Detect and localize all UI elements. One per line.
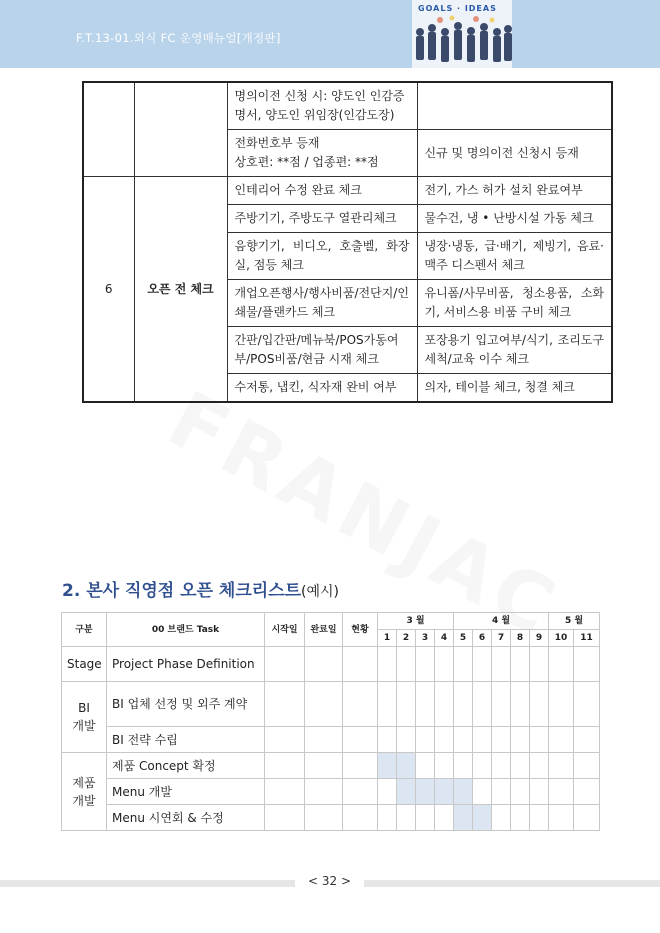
footer-rule-right bbox=[364, 880, 660, 887]
gantt-bar-cell bbox=[378, 753, 397, 779]
table-row bbox=[62, 727, 600, 753]
row-task: Project Phase Definition bbox=[107, 647, 265, 682]
row-group: 제품 개발 bbox=[62, 753, 107, 831]
gantt-bar-cell bbox=[397, 779, 416, 805]
table-cell: 인테리어 수정 완료 체크 bbox=[227, 177, 417, 205]
header-gubun: 구분 bbox=[62, 613, 107, 647]
row-task: BI 업체 선정 및 외주 계약 bbox=[107, 682, 265, 727]
table-cell: 전기, 가스 허가 설치 완료여부 bbox=[417, 177, 612, 205]
gantt-bar-cell bbox=[454, 779, 473, 805]
table-cell: 명의이전 신청 시: 양도인 인감증명서, 양도인 위임장(인감도장) bbox=[227, 82, 417, 130]
week-header: 7 bbox=[492, 630, 511, 647]
table-row bbox=[62, 779, 600, 805]
table-row bbox=[83, 130, 612, 177]
gantt-bar-cell bbox=[397, 753, 416, 779]
week-header: 8 bbox=[511, 630, 530, 647]
section-title-text: 2. 본사 직영점 오픈 체크리스트 bbox=[62, 581, 302, 601]
section-title-suffix: (예시) bbox=[301, 584, 340, 600]
week-header: 9 bbox=[530, 630, 549, 647]
month-header: 5 월 bbox=[549, 613, 600, 630]
section-title bbox=[62, 576, 339, 601]
week-header: 3 bbox=[416, 630, 435, 647]
table-row bbox=[62, 682, 600, 727]
gantt-bar-cell bbox=[473, 805, 492, 831]
table-cell: 포장용기 입고여부/식기, 조리도구 세척/교육 이수 체크 bbox=[417, 327, 612, 374]
gantt-bar-cell bbox=[435, 779, 454, 805]
document-header bbox=[0, 0, 660, 68]
month-header: 3 월 bbox=[378, 613, 454, 630]
row-number: 6 bbox=[83, 177, 134, 403]
table-cell: 전화번호부 등재 상호편: **점 / 업종편: **점 bbox=[227, 130, 417, 177]
gantt-bar-cell bbox=[416, 779, 435, 805]
header-task: 00 브랜드 Task bbox=[107, 613, 265, 647]
week-header: 5 bbox=[454, 630, 473, 647]
table-cell: 의자, 테이블 체크, 청결 체크 bbox=[417, 374, 612, 403]
table-cell: 개업오픈행사/행사비품/전단지/인쇄물/플랜카드 체크 bbox=[227, 280, 417, 327]
row-task: 제품 Concept 확정 bbox=[107, 753, 265, 779]
table-row bbox=[62, 753, 600, 779]
week-header: 10 bbox=[549, 630, 574, 647]
document-title: F.T.13-01.외식 FC 운영매뉴얼[개정판] bbox=[76, 31, 281, 45]
row-task: Menu 개발 bbox=[107, 779, 265, 805]
table-row bbox=[62, 647, 600, 682]
row-task: BI 전략 수립 bbox=[107, 727, 265, 753]
footer-rule-left bbox=[0, 880, 295, 887]
header-status: 현황 bbox=[343, 613, 378, 647]
month-header-row bbox=[62, 613, 600, 630]
crowd-illustration-icon bbox=[412, 14, 512, 68]
week-header: 11 bbox=[574, 630, 600, 647]
table-cell: 신규 및 명의이전 신청시 등재 bbox=[417, 130, 612, 177]
week-header: 6 bbox=[473, 630, 492, 647]
week-header: 1 bbox=[378, 630, 397, 647]
table-cell bbox=[417, 82, 612, 130]
table-cell: 주방기기, 주방도구 열관리체크 bbox=[227, 205, 417, 233]
table-cell: 물수건, 냉 • 난방시설 가동 체크 bbox=[417, 205, 612, 233]
row-task: Menu 시연회 & 수정 bbox=[107, 805, 265, 831]
page-number: < 32 > bbox=[307, 874, 351, 888]
week-header: 4 bbox=[435, 630, 454, 647]
table-cell: 수저통, 냅킨, 식자재 완비 여부 bbox=[227, 374, 417, 403]
table-cell: 냉장·냉동, 급·배기, 제빙기, 음료·맥주 디스펜서 체크 bbox=[417, 233, 612, 280]
row-group: Stage bbox=[62, 647, 107, 682]
table-row bbox=[62, 805, 600, 831]
open-check-table bbox=[82, 81, 613, 403]
table-row bbox=[83, 177, 612, 205]
row-category: 오픈 전 체크 bbox=[134, 177, 227, 403]
table-cell: 음향기기, 비디오, 호출벨, 화장실, 점등 체크 bbox=[227, 233, 417, 280]
table-cell: 유니폼/사무비품, 청소용품, 소화기, 서비스용 비품 구비 체크 bbox=[417, 280, 612, 327]
row-group: BI 개발 bbox=[62, 682, 107, 753]
week-header: 2 bbox=[397, 630, 416, 647]
logo-text: GOALS · IDEAS bbox=[418, 4, 497, 13]
month-header: 4 월 bbox=[454, 613, 549, 630]
table-cell: 간판/입간판/메뉴북/POS가동여부/POS비품/현금 시재 체크 bbox=[227, 327, 417, 374]
table-row bbox=[83, 82, 612, 130]
gantt-bar-cell bbox=[454, 805, 473, 831]
header-start-date: 시작일 bbox=[265, 613, 305, 647]
header-logo bbox=[412, 0, 512, 68]
gantt-checklist-table bbox=[61, 612, 600, 831]
header-end-date: 완료일 bbox=[305, 613, 343, 647]
